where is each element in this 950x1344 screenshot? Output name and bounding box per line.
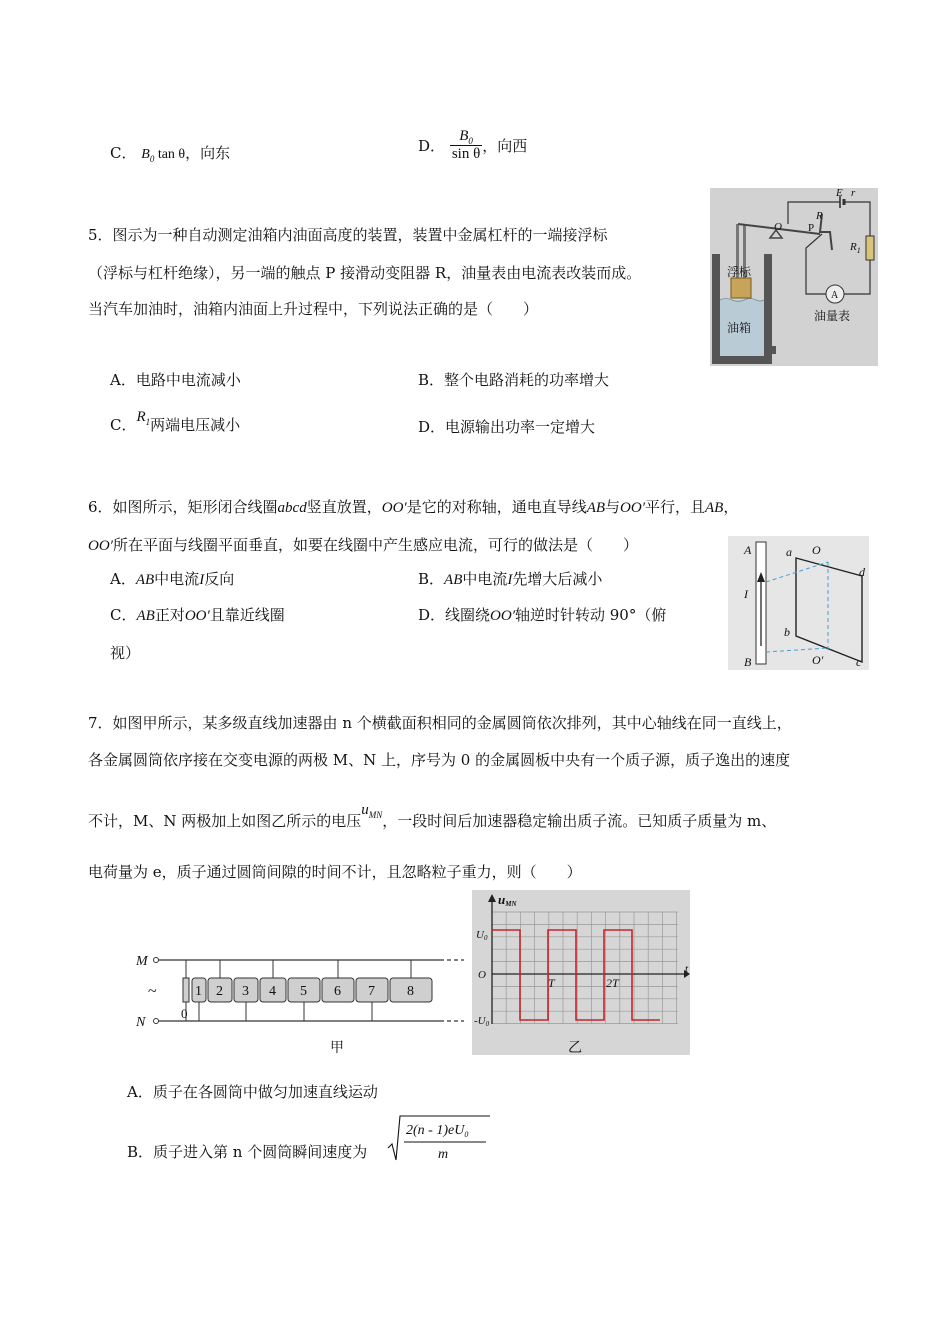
q7-accelerator-figure [130,940,470,1060]
svg-text:B: B [744,655,752,669]
rheostat-label: R [816,210,823,222]
y-axis-label: uMN [498,892,517,908]
caption-jia: 甲 [330,1041,344,1056]
r1-label: $R_1$ [850,241,861,255]
q5-option-a: A．电路中电流减小 [110,371,241,389]
q5-stem-line2: （浮标与杠杆绝缘），另一端的触点 P 接滑动变阻器 R，油量表由电流表改装而成。 [88,264,642,282]
q6-option-c: C．AB正对OO′且靠近线圈 [110,606,285,624]
q5-circuit-figure [710,188,878,366]
q5-option-b: B．整个电路消耗的功率增大 [418,371,610,389]
internal-r: r [851,188,856,199]
tubes-group [192,960,432,1021]
q5-stem-line1: 5．图示为一种自动测定油箱内油面高度的装置，装置中金属杠杆的一端接浮标 [88,226,608,244]
pole-m: M [136,954,148,969]
formula-denominator: m [438,1147,449,1162]
caption-yi: 乙 [568,1041,582,1055]
q7-stem-line1: 7．如图甲所示，某多级直线加速器由 n 个横截面积相同的金属圆筒依次排列，其中心轴线在同一直线上， [88,714,792,732]
q4-option-d: D． $\frac{B_0}{\text{sin θ}}$ ，向西 [418,128,528,162]
q7-stem-line2: 各金属圆筒依序接在交变电源的两极 M、N 上，序号为 0 的金属圆板中央有一个质子源，质子逸出的速度 [88,751,791,769]
q6-coil-figure [728,536,869,670]
tank-label: 油箱 [727,321,752,335]
svg-text:O′: O′ [812,653,824,667]
q6-option-a: A．AB中电流I反向 [110,570,235,588]
q4-option-c: C． $B_0$ tan θ，向东 [110,144,231,164]
q6-option-d-cont: 视） [110,644,141,662]
plate-zero-label: 0 [181,1006,188,1021]
source-plate [183,978,189,1002]
q7-option-a: A．质子在各圆筒中做匀加速直线运动 [127,1083,378,1101]
neg-u0-label: -U0 [474,1015,490,1028]
svg-text:A: A [744,543,752,557]
q6-option-d: D．线圈绕OO′轴逆时针转动 90°（俯 [418,606,667,624]
resistor-r1 [866,236,874,260]
svg-text:A: A [831,290,839,301]
q5-option-c: C．$R_1$两端电压减小 [110,409,241,434]
tube-label-4: 4 [269,984,276,999]
svg-text:a: a [786,545,792,559]
contact-p: P [808,222,815,234]
q7-stem-line3: 不计，M、N 两极加上如图乙所示的电压$u_{MN}$，一段时间后加速器稳定输出质子流。已知质子质量为 m、 [88,802,777,830]
q7-option-b-formula [386,1112,490,1164]
tick-2t: 2T [606,976,619,990]
q6-stem-line1: 6．如图所示，矩形闭合线圈abcd竖直放置，OO′是它的对称轴，通电直导线AB与OO′平行，且AB， [88,498,739,516]
origin-label: O [478,969,486,981]
float-label: 浮标 [727,265,752,279]
q7-voltage-figure [472,890,690,1055]
fraction: $\frac{B_0}{\text{sin θ}}$ [451,128,481,162]
tube-label-3: 3 [242,984,249,999]
svg-text:b: b [784,625,790,639]
tube-label-5: 5 [300,984,307,999]
tick-t: T [548,976,555,990]
svg-text:c: c [856,655,862,669]
svg-text:I: I [744,587,748,601]
time-axis-label: t [685,963,689,975]
tube-label-8: 8 [407,984,414,999]
q6-stem-line2: OO′所在平面与线圈平面垂直，如要在线圈中产生感应电流，可行的做法是（ ） [88,536,638,554]
q7-option-b-text: B．质子进入第 n 个圆筒瞬间速度为 [127,1143,368,1161]
pole-n: N [136,1015,146,1030]
svg-text:d: d [859,565,865,579]
tube-label-2: 2 [216,984,223,999]
svg-text:O: O [812,543,821,557]
q5-option-d: D．电源输出功率一定增大 [418,418,596,436]
tube-label-7: 7 [368,984,375,999]
pivot-label-o: O [774,221,782,233]
tube-label-6: 6 [334,984,341,999]
emf-e: E [836,188,843,199]
ac-source: ~ [148,983,157,1000]
q7-stem-line4: 电荷量为 e，质子通过圆筒间隙的时间不计，且忽略粒子重力，则（ ） [88,863,582,881]
meter-label: 油量表 [814,309,851,323]
q6-option-b: B．AB中电流I先增大后减小 [418,570,603,588]
q5-stem-line3: 当汽车加油时，油箱内油面上升过程中，下列说法正确的是（ ） [88,300,539,318]
u0-label: U0 [476,929,488,942]
formula-numerator: $2(n - 1)eU_0$ [406,1123,469,1139]
tube-label-1: 1 [195,984,202,999]
